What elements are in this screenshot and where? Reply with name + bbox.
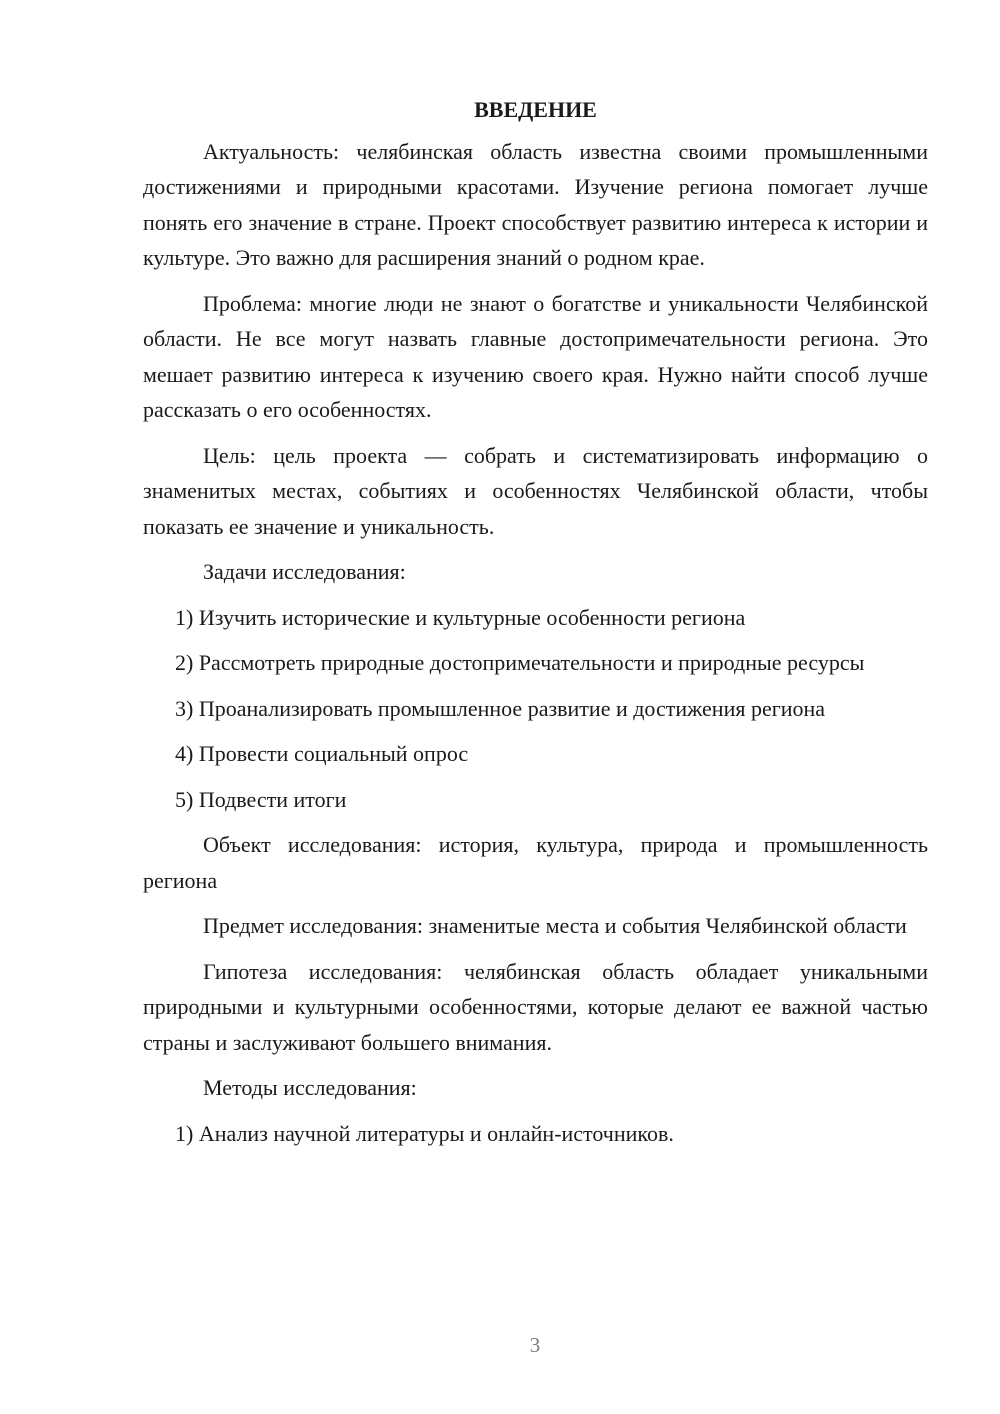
task-item: 4) Провести социальный опрос [175,741,469,766]
paragraph-relevance: Актуальность: челябинская область известна своими промышленными достижениями и природными красотами. Изучение региона помогает лучше понять его значение в стране. Проект способствует развитию интереса к истории и культуре. Это важно для расширения знаний о родном крае. [143,138,928,270]
methods-heading: Методы исследования: [203,1075,417,1100]
paragraph-hypothesis: Гипотеза исследования: челябинская область обладает уникальными природными и культурными особенностями, которые делают ее важной частью страны и заслуживают большего внимания. [143,958,928,1055]
paragraph-object: Объект исследования: история, культура, природа и промышленность региона [143,832,928,893]
task-item: 1) Изучить исторические и культурные особенности региона [175,604,746,630]
document-page [143,92,928,1161]
page-title: ВВЕДЕНИЕ [474,97,597,122]
tasks-heading: Задачи исследования: [203,559,406,584]
method-item: 1) Анализ научной литературы и онлайн-источников. [175,1120,674,1146]
page-number: 3 [529,1333,541,1357]
task-item: 5) Подвести итоги [175,786,347,812]
paragraph-goal: Цель: цель проекта — собрать и систематизировать информацию о знаменитых местах, событиях и особенностях Челябинской области, чтобы показать ее значение и уникальность. [143,442,928,539]
task-item: 2) Рассмотреть природные достопримечательности и природные ресурсы [175,650,865,675]
paragraph-problem: Проблема: многие люди не знают о богатстве и уникальности Челябинской области. Не все могут назвать главные достопримечательности региона. Это мешает развитию интереса к изучению своего края. Нужно найти способ лучше рассказать о его особенностях. [143,290,928,422]
task-item: 3) Проанализировать промышленное развитие и достижения региона [175,695,826,721]
paragraph-subject: Предмет исследования: знаменитые места и события Челябинской области [203,913,907,938]
